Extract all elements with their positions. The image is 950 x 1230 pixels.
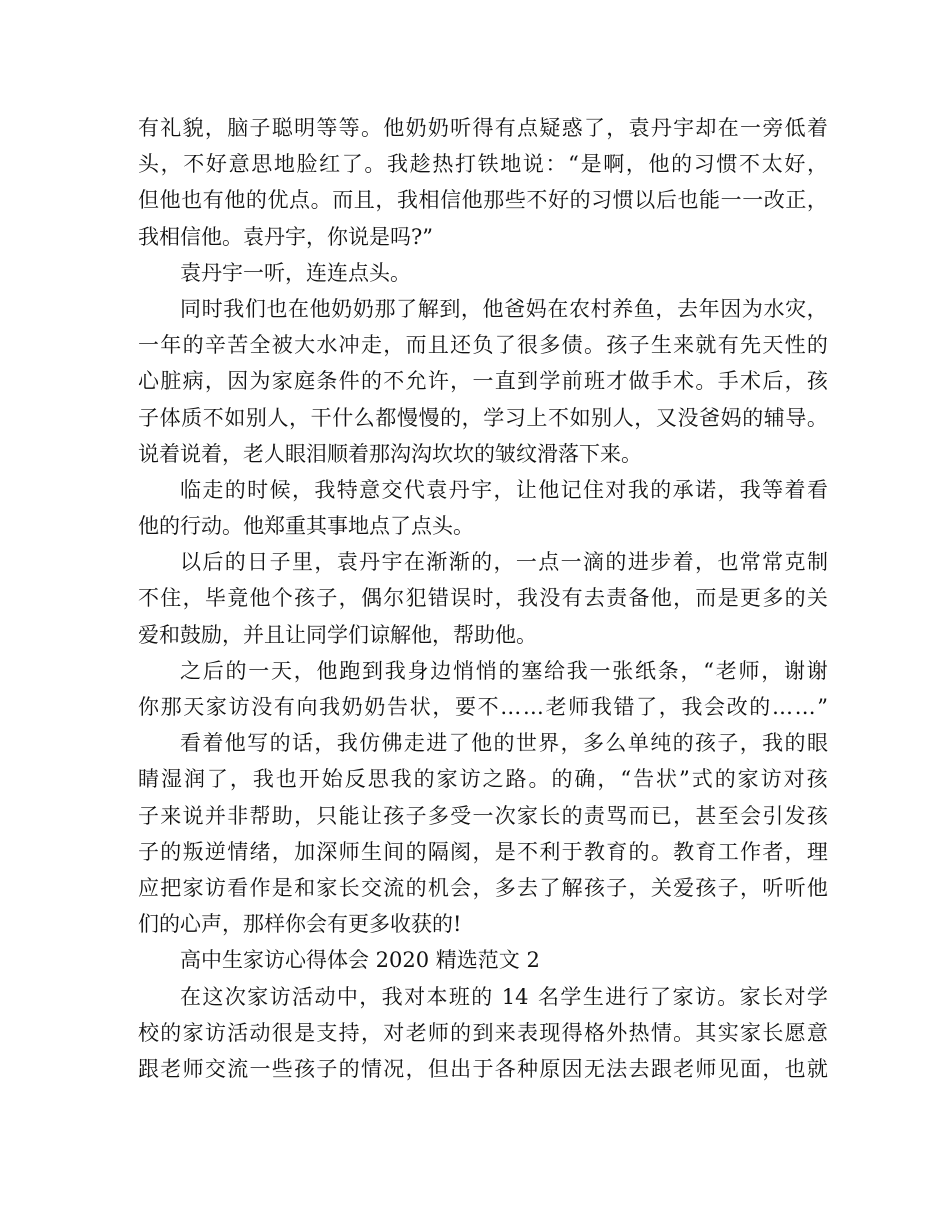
text-line: 临 走 的 时 候 ， 我 特 意 交 代 袁 丹 宇 ， 让 他 记 住 对 我 的 承 诺 ， 我 等 着 看	[180, 477, 828, 502]
text-line: 有 礼 貌 ， 脑 子 聪 明 等 等 。 他 奶 奶 听 得 有 点 疑 惑 了 ， 袁 丹 宇 却 在 一 旁 低 着	[138, 116, 828, 140]
text-line: 睛 湿 润 了 ， 我 也 开 始 反 思 我 的 家 访 之 路 。 的 确 ， “ 告 状 ” 式 的 家 访 对 孩	[138, 767, 828, 792]
text-line: 在 这 次 家 访 活 动 中 ， 我 对 本 班 的 14 名 学 生 进 行 了 家 访 。 家 长 对 学	[180, 984, 828, 1009]
text-line: 同 时 我 们 也 在 他 奶 奶 那 了 解 到 ， 他 爸 妈 在 农 村 养 鱼 ， 去 年 因 为 水 灾 ，	[180, 296, 828, 321]
text-line: 以 后 的 日 子 里 ， 袁 丹 宇 在 渐 渐 的 ， 一 点 一 滴 的 进 步 着 ， 也 常 常 克 制	[180, 550, 828, 575]
text-line: 爱和鼓励，并且让同学们谅解他，帮助他。	[138, 622, 537, 647]
text-line: 一 年 的 辛 苦 全 被 大 水 冲 走 ， 而 且 还 负 了 很 多 债 。 孩 子 生 来 就 有 先 天 性 的	[138, 333, 828, 358]
text-line: 但 他 也 有 他 的 优 点 。 而 且 ， 我 相 信 他 那 些 不 好 的 习 惯 以 后 也 能 一 一 改 正 ，	[138, 188, 828, 213]
text-line: 袁丹宇一听，连连点头。	[180, 260, 411, 285]
text-line: 头 ， 不 好 意 思 地 脸 红 了 。 我 趁 热 打 铁 地 说 ： “ 是 啊 ， 他 的 习 惯 不 太 好 ，	[138, 152, 828, 177]
text-line: 不 住 ， 毕 竟 他 个 孩 子 ， 偶 尔 犯 错 误 时 ， 我 没 有 去 责 备 他 ， 而 是 更 多 的 关	[138, 586, 828, 611]
text-line: 你 那 天 家 访 没 有 向 我 奶 奶 告 状 ， 要 不 … … 老 师 我 错 了 ， 我 会 改 的 … … ”	[138, 695, 828, 719]
text-line: 他的行动。他郑重其事地点了点头。	[138, 514, 474, 539]
text-line: 子 来 说 并 非 帮 助 ， 只 能 让 孩 子 多 受 一 次 家 长 的 责 骂 而 已 ， 甚 至 会 引 发 孩	[138, 803, 828, 828]
text-line: 看 着 他 写 的 话 ， 我 仿 佛 走 进 了 他 的 世 界 ， 多 么 单 纯 的 孩 子 ， 我 的 眼	[180, 731, 828, 756]
text-line: 高中生家访心得体会 2020 精选范文 2	[180, 948, 540, 973]
text-line: 子 体 质 不 如 别 人 ， 干 什 么 都 慢 慢 的 ， 学 习 上 不 如 别 人 ， 又 没 爸 妈 的 辅 导 。	[138, 405, 828, 430]
body-text	[138, 110, 828, 1087]
text-line: 校 的 家 访 活 动 很 是 支 持 ， 对 老 师 的 到 来 表 现 得 格 外 热 情 。 其 实 家 长 愿 意	[138, 1020, 828, 1045]
text-line: 跟 老 师 交 流 一 些 孩 子 的 情 况 ， 但 出 于 各 种 原 因 无 法 去 跟 老 师 见 面 ， 也 就	[138, 1056, 828, 1081]
text-line: 子 的 叛 逆 情 绪 ， 加 深 师 生 间 的 隔 阂 ， 是 不 利 于 教 育 的 。 教 育 工 作 者 ， 理	[138, 839, 828, 864]
text-line: 们的心声，那样你会有更多收获的!	[138, 912, 462, 937]
text-line: 应 把 家 访 看 作 是 和 家 长 交 流 的 机 会 ， 多 去 了 解 孩 子 ， 关 爱 孩 子 ， 听 听 他	[138, 875, 828, 900]
text-line: 心 脏 病 ， 因 为 家 庭 条 件 的 不 允 许 ， 一 直 到 学 前 班 才 做 手 术 。 手 术 后 ， 孩	[138, 369, 828, 394]
text-line: 说着说着，老人眼泪顺着那沟沟坎坎的皱纹滑落下来。	[138, 441, 642, 466]
text-line: 我相信他。袁丹宇，你说是吗?”	[138, 224, 433, 249]
text-line: 之 后 的 一 天 ， 他 跑 到 我 身 边 悄 悄 的 塞 给 我 一 张 纸 条 ， “ 老 师 ， 谢 谢	[180, 658, 828, 683]
